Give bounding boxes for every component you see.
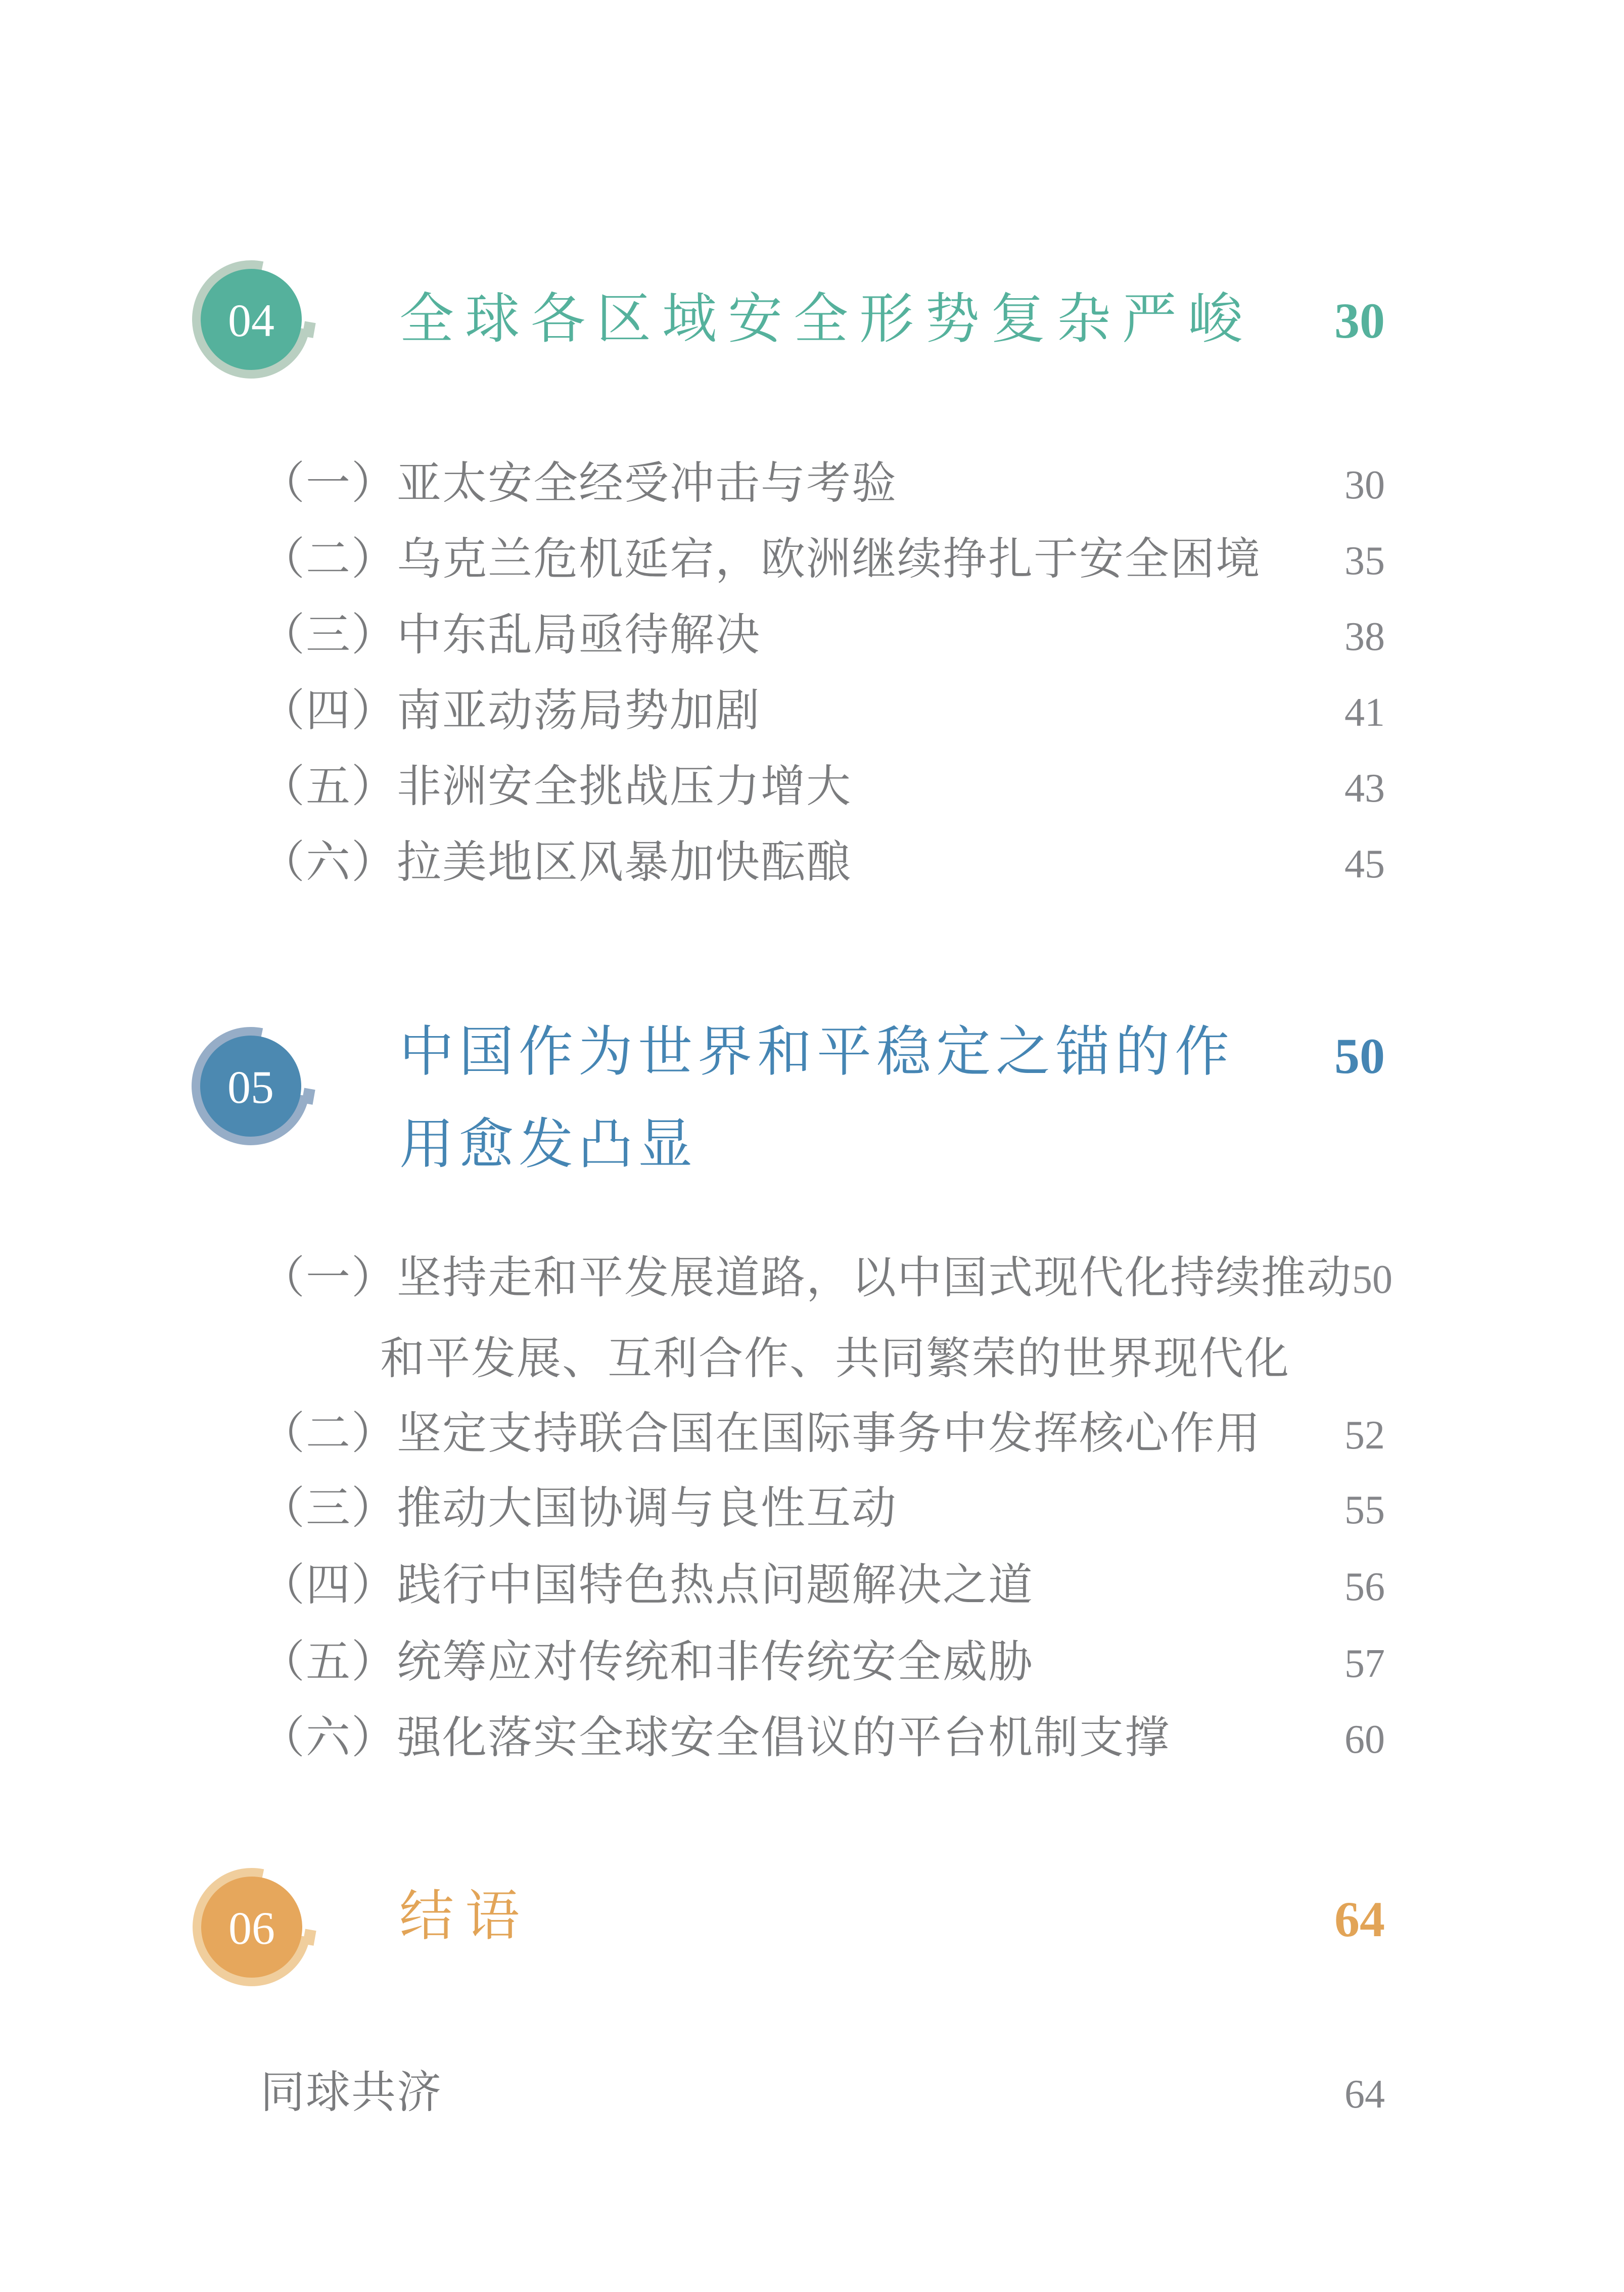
section-05-title-line1: 中国作为世界和平稳定之锚的作 [399,1022,1235,1083]
toc-item-page: 50 [1352,1257,1393,1302]
toc-item-page: 56 [1344,1565,1385,1609]
toc-item [260,1252,1393,1302]
section-06-page-number: 64 [1334,1891,1385,1947]
toc-item-label: （四）践行中国特色热点问题解决之道 [260,1560,1034,1610]
toc-item-page: 35 [1344,539,1385,583]
toc-item-label: （六）强化落实全球安全倡议的平台机制支撑 [260,1712,1171,1762]
toc-item-label: （一）亚太安全经受冲击与考验 [260,458,898,508]
toc-item [260,762,1385,811]
toc-item-label: （五）非洲安全挑战压力增大 [260,761,852,811]
toc-item-page: 45 [1344,842,1385,886]
toc-item-label: （三）推动大国协调与良性互动 [260,1483,898,1533]
toc-item-page: 60 [1344,1717,1385,1762]
toc-item [260,611,1385,660]
toc-item-page: 43 [1344,766,1385,811]
toc-item-label: （二）乌克兰危机延宕，欧洲继续挣扎于安全困境 [260,534,1262,584]
section-04-number: 04 [228,295,274,346]
toc-item-page: 30 [1344,463,1385,507]
toc-item [260,2068,1385,2117]
section-04-title: 全球各区域安全形势复杂严峻 [399,290,1254,350]
section-04-page-number: 30 [1334,293,1385,349]
toc-item [260,535,1385,584]
section-06-number: 06 [228,1902,275,1954]
toc-item-page: 64 [1344,2072,1385,2117]
toc-item [260,459,1385,508]
section-06-badge [186,1861,317,1993]
section-05-ring-tab [302,1088,315,1104]
toc-item-page: 41 [1344,690,1385,735]
toc-item-page: 38 [1344,615,1385,659]
toc-item [260,1484,1385,1533]
section-06-ring-tab [303,1929,316,1945]
section-04-badge [185,254,317,385]
section-05-badge [185,1020,316,1152]
toc-item-label: （五）统筹应对传统和非传统安全威胁 [260,1636,1034,1687]
toc-item-label-continued: 和平发展、互利合作、共同繁荣的世界现代化 [380,1333,1290,1383]
toc-item-label: 同球共济 [260,2067,443,2117]
toc-item [260,1638,1385,1687]
toc-item [260,686,1385,735]
toc-item-page: 57 [1344,1642,1385,1686]
toc-item [260,1713,1385,1762]
toc-item-label: （一）坚持走和平发展道路，以中国式现代化持续推动 [260,1252,1353,1302]
toc-item [260,1561,1385,1610]
section-06-title: 结语 [399,1887,531,1947]
section-04-ring-tab [302,321,316,338]
toc-item-label: （二）坚定支持联合国在国际事务中发挥核心作用 [260,1408,1262,1458]
section-05-page-number: 50 [1334,1028,1385,1084]
toc-item-page: 55 [1344,1488,1385,1532]
toc-item-page: 52 [1344,1413,1385,1458]
toc-item [260,838,1385,887]
toc-item-label: （三）中东乱局亟待解决 [260,610,761,660]
toc-item-label: （四）南亚动荡局势加剧 [260,685,761,735]
toc-item [260,1409,1385,1458]
toc-item-label: （六）拉美地区风暴加快酝酿 [260,837,852,887]
section-05-title-line2: 用愈发凸显 [399,1115,698,1175]
section-05-number: 05 [227,1061,274,1113]
